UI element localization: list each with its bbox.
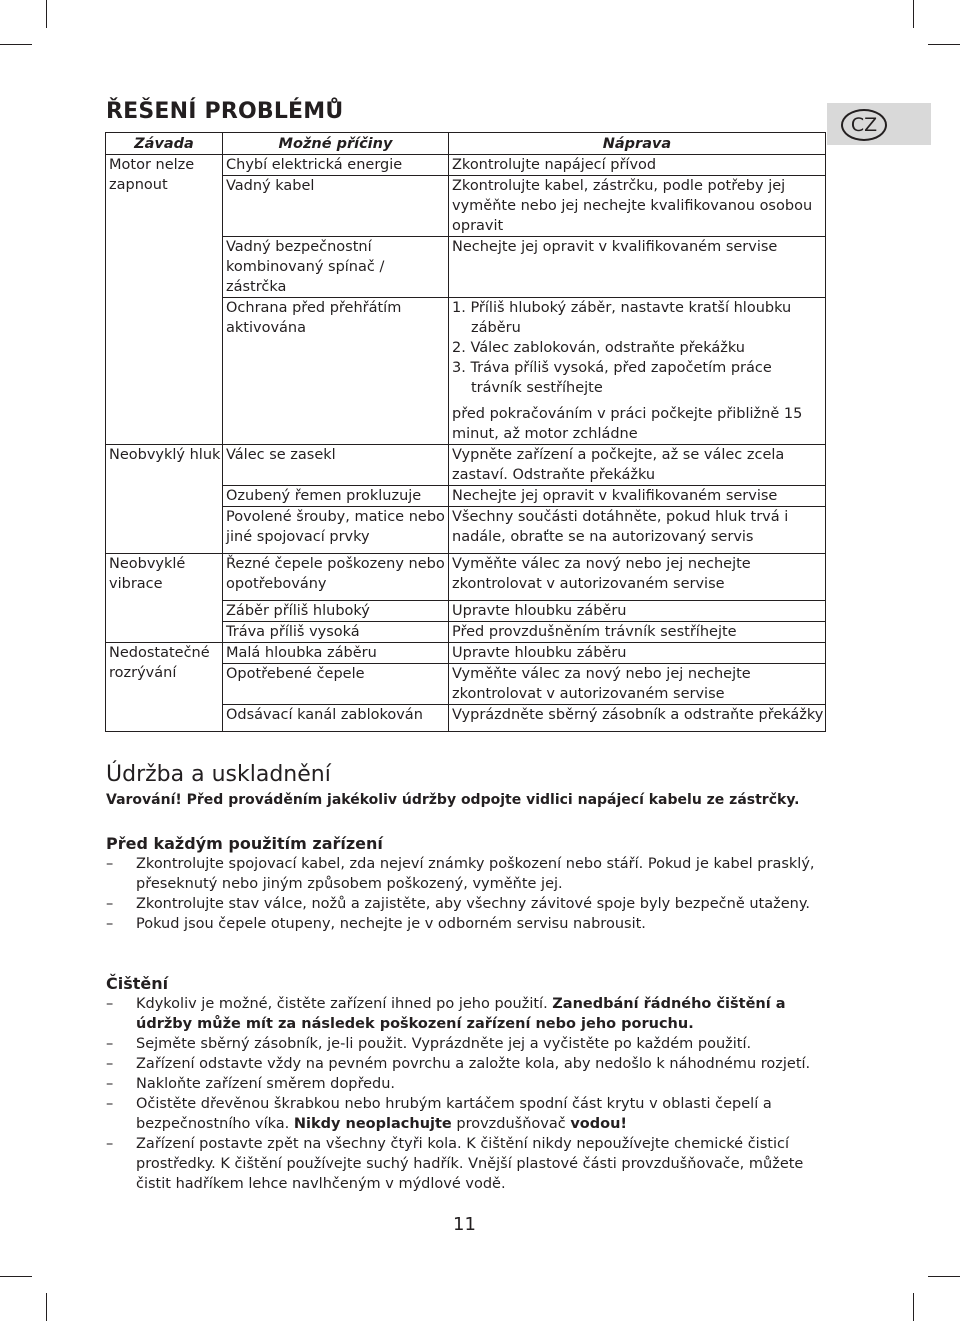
list-item <box>106 1094 826 1134</box>
remedy-cell: Upravte hloubku záběru <box>449 601 826 622</box>
crop-mark <box>913 0 914 28</box>
cause-cell: Řezné čepele poškozeny nebo opotřebovány <box>223 554 449 601</box>
list-item-emphasis: Zanedbání řádného čištění a údržby může mít za následek poškození zařízení nebo jeho poruchu. <box>136 996 786 1032</box>
list-item-emphasis: vodou! <box>570 1116 628 1132</box>
list-item: – Zkontrolujte spojovací kabel, zda nejeví známky poškození nebo stáří. Pokud je kabel prasklý, přeseknutý nebo jiným způsobem poškozený, vyměňte jej. <box>106 854 826 894</box>
cause-cell: Ozubený řemen prokluzuje <box>223 486 449 507</box>
fault-cell: Neobvyklý hluk <box>106 445 223 554</box>
crop-mark <box>928 1276 960 1277</box>
cause-cell: Vadný bezpečnostní kombinovaný spínač / zástrčka <box>223 237 449 298</box>
before-use-list <box>106 854 826 934</box>
crop-mark <box>0 1276 32 1277</box>
list-item-text: provzdušňovač <box>451 1116 571 1132</box>
page-title: ŘEŠENÍ PROBLÉMŮ <box>106 99 344 124</box>
col-header-fault: Závada <box>106 133 223 155</box>
list-item <box>106 994 826 1034</box>
cause-cell: Malá hloubka záběru <box>223 643 449 664</box>
troubleshooting-table <box>105 132 826 732</box>
language-badge: CZ <box>841 109 887 141</box>
col-header-cause: Možné příčiny <box>223 133 449 155</box>
remedy-cell <box>449 298 826 445</box>
col-header-remedy: Náprava <box>449 133 826 155</box>
cause-cell: Tráva příliš vysoká <box>223 622 449 643</box>
remedy-cell: Vyměňte válec za nový nebo jej nechejte zkontrolovat v autorizovaném servise <box>449 554 826 601</box>
remedy-step-cont: záběru <box>471 320 521 336</box>
remedy-step: 1. Příliš hluboký záběr, nastavte kratší hloubku <box>452 300 792 316</box>
remedy-step: 2. Válec zablokován, odstraňte překážku <box>452 340 745 356</box>
cause-cell: Válec se zasekl <box>223 445 449 486</box>
list-item: – Zařízení postavte zpět na všechny čtyři kola. K čištění nikdy nepoužívejte chemické čisticí prostředky. K čištění používejte suchý hadřík. Vnější plastové části provzdušňovače, můžete čistit hadříkem lehce navlhčeným v mýdlové vodě. <box>106 1134 826 1194</box>
cleaning-list <box>106 994 826 1194</box>
fault-cell: Neobvyklé vibrace <box>106 554 223 643</box>
remedy-cell: Upravte hloubku záběru <box>449 643 826 664</box>
table-header-row <box>106 133 826 155</box>
fault-cell: Nedostatečné rozrývání <box>106 643 223 732</box>
cause-cell: Ochrana před přehřátím aktivována <box>223 298 449 445</box>
page-number: 11 <box>453 1214 476 1235</box>
language-tab <box>827 103 931 145</box>
list-item: – Zkontrolujte stav válce, nožů a zajistěte, aby všechny závitové spoje byly bezpečně utaženy. <box>106 894 826 914</box>
maintenance-warning: Varování! Před prováděním jakékoliv údržby odpojte vidlici napájecí kabelu ze zástrčky. <box>106 792 800 808</box>
cause-cell: Opotřebené čepele <box>223 664 449 705</box>
cause-cell: Chybí elektrická energie <box>223 155 449 176</box>
cause-cell: Záběr příliš hluboký <box>223 601 449 622</box>
remedy-cell: Vyprázdněte sběrný zásobník a odstraňte překážky <box>449 705 826 732</box>
crop-mark <box>46 1293 47 1321</box>
table-row <box>106 445 826 486</box>
cause-cell: Vadný kabel <box>223 176 449 237</box>
remedy-cell: Před provzdušněním trávník sestříhejte <box>449 622 826 643</box>
remedy-cell: Nechejte jej opravit v kvalifikovaném servise <box>449 237 826 298</box>
remedy-step: 3. Tráva příliš vysoká, před započetím práce <box>452 360 772 376</box>
table-row <box>106 554 826 601</box>
remedy-cell: Zkontrolujte napájecí přívod <box>449 155 826 176</box>
maintenance-heading: Údržba a uskladnění <box>106 762 331 787</box>
cleaning-heading: Čištění <box>106 974 169 993</box>
remedy-cell: Vyměňte válec za nový nebo jej nechejte zkontrolovat v autorizovaném servise <box>449 664 826 705</box>
remedy-cell: Všechny součásti dotáhněte, pokud hluk trvá i nadále, obraťte se na autorizovaný servis <box>449 507 826 554</box>
list-item: – Pokud jsou čepele otupeny, nechejte je v odborném servisu nabrousit. <box>106 914 826 934</box>
remedy-cell: Vypněte zařízení a počkejte, až se válec zcela zastaví. Odstraňte překážku <box>449 445 826 486</box>
crop-mark <box>0 44 32 45</box>
crop-mark <box>46 0 47 28</box>
table-row <box>106 643 826 664</box>
remedy-cell: Zkontrolujte kabel, zástrčku, podle potřeby jej vyměňte nebo jej nechejte kvalifikovanou osobou opravit <box>449 176 826 237</box>
list-item-text: Očistěte dřevěnou škrabkou nebo hrubým kartáčem spodní část krytu v oblasti čepelí a bezpečnostního víka. <box>136 1096 772 1132</box>
fault-cell: Motor nelze zapnout <box>106 155 223 445</box>
list-item: – Nakloňte zařízení směrem dopředu. <box>106 1074 826 1094</box>
list-item-text: Kdykoliv je možné, čistěte zařízení ihned po jeho použití. <box>136 996 553 1012</box>
remedy-note: před pokračováním v práci počkejte přibližně 15 minut, až motor zchládne <box>452 406 803 442</box>
cause-cell: Odsávací kanál zablokován <box>223 705 449 732</box>
remedy-cell: Nechejte jej opravit v kvalifikovaném servise <box>449 486 826 507</box>
crop-mark <box>928 44 960 45</box>
list-item-emphasis: Nikdy neoplachujte <box>293 1116 452 1132</box>
list-item: – Sejměte sběrný zásobník, je-li použit. Vyprázdněte jej a vyčistěte po každém použití. <box>106 1034 826 1054</box>
before-use-heading: Před každým použitím zařízení <box>106 834 383 853</box>
crop-mark <box>913 1293 914 1321</box>
table-row <box>106 155 826 176</box>
remedy-step-cont: trávník sestříhejte <box>471 380 603 396</box>
cause-cell: Povolené šrouby, matice nebo jiné spojovací prvky <box>223 507 449 554</box>
list-item: – Zařízení odstavte vždy na pevném povrchu a založte kola, aby nedošlo k náhodnému rozjetí. <box>106 1054 826 1074</box>
